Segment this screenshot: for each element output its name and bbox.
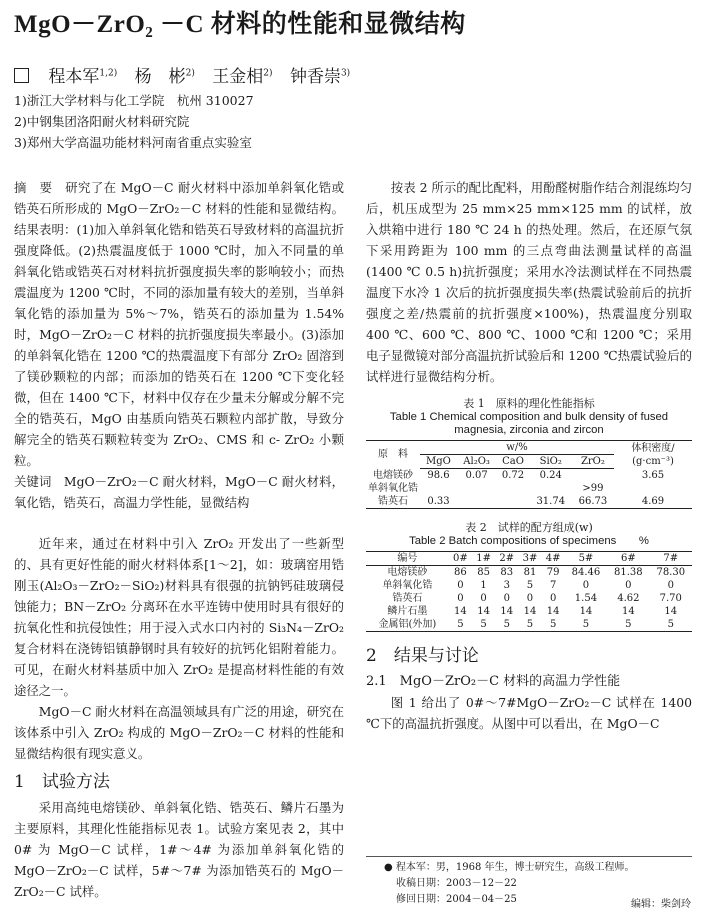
table2: 编号 0# 1# 2# 3# 4# 5# 6# 7# 电熔镁砂 86 85 83 81 79 84.46 81.38 78.30 单斜氧化锆 0 1 3 5 7 0 0 0 锆英石 0 0 0 0 0 1.54 4.62 7.70 鳞片石墨 14 14 14 14 14 14 14 14 金属铝(外加) 5 5 5 5 5 5 5 5 — [366, 551, 692, 632]
editor-credit: 编辑：柴剑玲 — [631, 899, 691, 910]
right-column — [366, 177, 692, 734]
table2-caption-en: Table 2 Batch compositions of specimens % — [409, 535, 649, 547]
method-paragraph: 采用高纯电熔镁砂、单斜氧化锆、锆英石、鳞片石墨为主要原料，其理化性能指标见表 1。试验方案见表 2，其中 0# 为 MgO－C 试样，1#～4# 为添加单斜氧化锆的 MgO－ZrO₂－C 试样，5#～7# 为添加锆英石的 MgO－ZrO₂－C 试样。 — [14, 800, 344, 899]
abstract — [14, 177, 344, 471]
checkbox-square-icon — [14, 68, 29, 83]
table-header: CaO — [496, 455, 529, 469]
results-paragraph: 图 1 给出了 0#～7#MgO－ZrO₂－C 试样在 1400 ℃下的高温抗折强度。从图中可以看出，在 MgO－C — [366, 695, 692, 731]
table-header: 原 料 — [378, 449, 408, 461]
author-name: 程本军$^{1,2)}$ — [48, 67, 118, 87]
table-row: 锆英石 0 0 0 0 0 1.54 4.62 7.70 — [392, 593, 682, 604]
author-name: 杨 彬$^{2)}$ — [134, 67, 195, 87]
table-row: 鳞片石墨 14 14 14 14 14 14 14 14 — [387, 606, 678, 617]
author-line — [14, 62, 362, 87]
paper-title: MgO－ZrO₂ －C 材料的性能和显微结构 — [14, 11, 466, 38]
table-row: 锆英石 0.33 31.74 66.73 4.69 — [378, 496, 665, 507]
table-header: SiO₂ — [530, 455, 572, 469]
affiliation: 2)中钢集团洛阳耐火材料研究院 — [14, 114, 190, 129]
table1 — [366, 440, 692, 509]
abstract-label: 摘 要 — [14, 180, 53, 195]
table-header: 体积密度/ (g·cm⁻³) — [631, 442, 675, 467]
keywords-text: MgO－ZrO₂－C 耐火材料，MgO－C 耐火材料，氧化锆，锆英石，高温力学性能，显微结构 — [14, 474, 345, 510]
keywords-label: 关键词 — [14, 474, 52, 489]
table-header: ZrO₂ — [572, 455, 614, 469]
table-header: w/% — [420, 441, 614, 455]
table1-caption-cn: 表 1 原料的理化性能指标 — [463, 397, 595, 410]
table-row: 单斜氧化锆 0 1 3 5 7 0 0 0 — [382, 580, 674, 591]
table-header: MgO — [420, 455, 457, 469]
affiliation: 3)郑州大学高温功能材料河南省重点实验室 — [14, 135, 252, 150]
table2-caption-cn: 表 2 试样的配方组成(w) — [465, 521, 593, 534]
method-paragraph: 按表 2 所示的配比配料，用酚醛树脂作结合剂混练均匀后，机压成型为 25 mm×25 mm×125 mm 的试样，放入烘箱中进行 180 ℃ 24 h 的热处理。然后，在还原气氛下采用跨距为 100 mm 的三点弯曲法测量试样的高温(1400 ℃ 0.5 h)抗折强度；采用水冷法测试样在不同热震温度下水冷 1 次后的抗折强度损失率(热震试验前后的抗折强度之差/热震前的抗折强度×100%)，热震温度分别取 400 ℃、600 ℃、800 ℃、1000 ℃和 1200 ℃；采用电子显微镜对部分高温抗折试验后和 1200 ℃热震试验后的试样进行显微结构分析。 — [366, 180, 692, 384]
author-name: 钟香崇$^{3)}$ — [289, 67, 351, 87]
footnote-received: 收稿日期：2003－12－22 — [396, 878, 517, 889]
table1-caption-en: Table 1 Chemical composition and bulk density of fused magnesia, zirconia and zircon — [389, 411, 669, 436]
table-header: Al₂O₃ — [457, 455, 496, 469]
keywords — [14, 471, 344, 513]
table-row: 电熔镁砂 98.6 0.07 0.72 0.24 3.65 — [373, 469, 665, 481]
author-name: 王金相$^{2)}$ — [212, 67, 273, 87]
affiliation: 1)浙江大学材料与化工学院 杭州 310027 — [14, 93, 254, 108]
footnote-rule — [366, 856, 692, 857]
abstract-text: 研究了在 MgO－C 耐火材料中添加单斜氧化锆或锆英石所形成的 MgO－ZrO₂－C 材料的性能和显微结构。结果表明：(1)加入单斜氧化锆和锆英石导致材料的高温抗折强度降低。(2)热震温度低于 1000 ℃时，加入不同量的单斜氧化锆或锆英石对材料抗折强度损失率的影响较小；而热震温度为 1200 ℃时，不同的添加量有较大的差别，当单斜氧化锆的添加量为 5%～7%，锆英石的添加量为 1.54%时，MgO－ZrO₂－C 材料的抗折强度损失率最小。(3)添加的单斜氧化锆在 1200 ℃的热震温度下有部分 ZrO₂ 固溶到了镁砂颗粒的内部；而添加的锆英石在 1200 ℃下变化轻微，但在 1400 ℃下，材料中仅存在少量未分解或分解不完全的锆英石，MgO 由基质向锆英石颗粒内部扩散，导致分解完全的锆英石颗粒转变为 ZrO₂、CMS 和 c- ZrO₂ 小颗粒。 — [14, 180, 344, 468]
table-row: 金属铝(外加) 5 5 5 5 5 5 5 5 — [378, 619, 674, 630]
footnote-author: ● 程本军：男，1968 年生，博士研究生，高级工程师。 — [384, 862, 635, 873]
footnote-revised: 修回日期：2004－04－25 — [396, 894, 517, 905]
intro-paragraph: MgO－C 耐火材料在高温领域具有广泛的用途，研究在该体系中引入 ZrO₂ 构成的 MgO－ZrO₂－C 材料的性能和显微结构很有现实意义。 — [14, 704, 344, 761]
table-row: 单斜氧化锆 >99 — [368, 483, 604, 494]
table-row: 电熔镁砂 86 85 83 81 79 84.46 81.38 78.30 — [387, 567, 686, 578]
left-column — [14, 177, 344, 902]
section-heading: 2 结果与讨论 — [366, 646, 479, 666]
affiliations — [14, 90, 254, 153]
section-heading: 1 试验方法 — [14, 772, 110, 792]
subsection-heading: 2.1 MgO－ZrO₂－C 材料的高温力学性能 — [366, 674, 621, 689]
intro-paragraph: 近年来，通过在材料中引入 ZrO₂ 开发出了一些新型的、具有更好性能的耐火材料体系[1～2]，如：玻璃窑用锆刚玉(Al₂O₃－ZrO₂－SiO₂)材料具有很强的抗钠钙硅玻璃侵蚀能力；BN－ZrO₂ 分离环在水平连铸中使用时具有很好的抗氧化性和抗侵蚀性；用于浸入式水口内衬的 Si₃N₄－ZrO₂ 复合材料在浇铸铝镇静钢时具有较好的抗钙化铝附着能力。可见，在耐火材料基质中加入 ZrO₂ 是提高材料性能的有效途径之一。 — [14, 536, 344, 698]
